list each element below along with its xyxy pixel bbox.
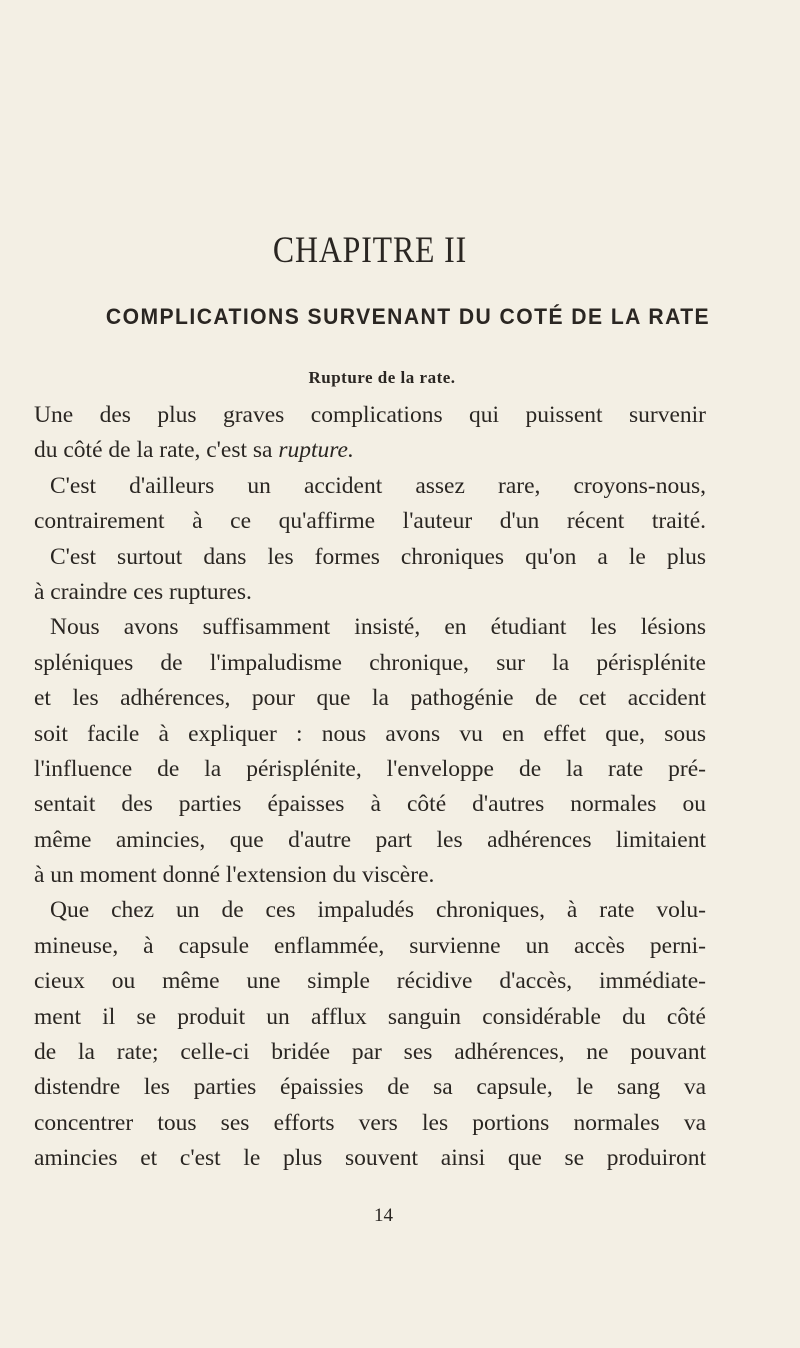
text-line: Que chez un de ces impaludés chroniques, à rate volu- — [50, 897, 706, 924]
text-line: soit facile à expliquer : nous avons vu en effet que, sous — [34, 720, 706, 747]
body-text — [34, 398, 706, 1177]
text-line: Une des plus graves complications qui puissent survenir — [34, 402, 706, 428]
text-line: de la rate; celle-ci bridée par ses adhérences, ne pouvant — [34, 1039, 706, 1066]
text-segment: du côté de la rate, c'est sa — [34, 437, 279, 464]
text-line: l'influence de la périsplénite, l'enveloppe de la rate pré- — [34, 755, 706, 782]
text-line: amincies et c'est le plus souvent ainsi que se produiront — [34, 1145, 706, 1172]
text-line: même amincies, que d'autre part les adhérences limitaient — [34, 826, 706, 853]
text-line: C'est surtout dans les formes chroniques qu'on a le plus — [50, 543, 706, 570]
chapter-title: CHAPITRE II — [272, 230, 468, 271]
text-line: et les adhérences, pour que la pathogénie de cet accident — [34, 685, 706, 712]
text-line: Nous avons suffisamment insisté, en étudiant les lésions — [50, 614, 706, 641]
text-line: à craindre ces ruptures. — [34, 578, 252, 605]
text-line: cieux ou même une simple récidive d'accès, immédiate- — [34, 968, 706, 995]
text-line: distendre les parties épaissies de sa capsule, le sang va — [34, 1074, 706, 1101]
text-line: ment il se produit un afflux sanguin considérable du côté — [34, 1003, 706, 1030]
chapter-subtitle: COMPLICATIONS SURVENANT DU COTÉ DE LA RATE — [105, 304, 711, 329]
text-line: concentrer tous ses efforts vers les portions normales va — [34, 1109, 706, 1136]
text-line: sentait des parties épaisses à côté d'autres normales ou — [34, 791, 706, 818]
text-line — [34, 433, 706, 468]
text-line: spléniques de l'impaludisme chronique, sur la périsplénite — [34, 649, 706, 676]
page-number: 14 — [374, 1205, 393, 1226]
text-line: C'est d'ailleurs un accident assez rare, croyons-nous, — [50, 472, 706, 499]
text-line: mineuse, à capsule enflammée, survienne un accès perni- — [34, 932, 706, 959]
section-heading: Rupture de la rate. — [308, 368, 456, 387]
text-line: à un moment donné l'extension du viscère. — [34, 862, 435, 889]
text-line: contrairement à ce qu'affirme l'auteur d'un récent traité. — [34, 508, 706, 535]
italic-term: rupture. — [278, 437, 354, 464]
